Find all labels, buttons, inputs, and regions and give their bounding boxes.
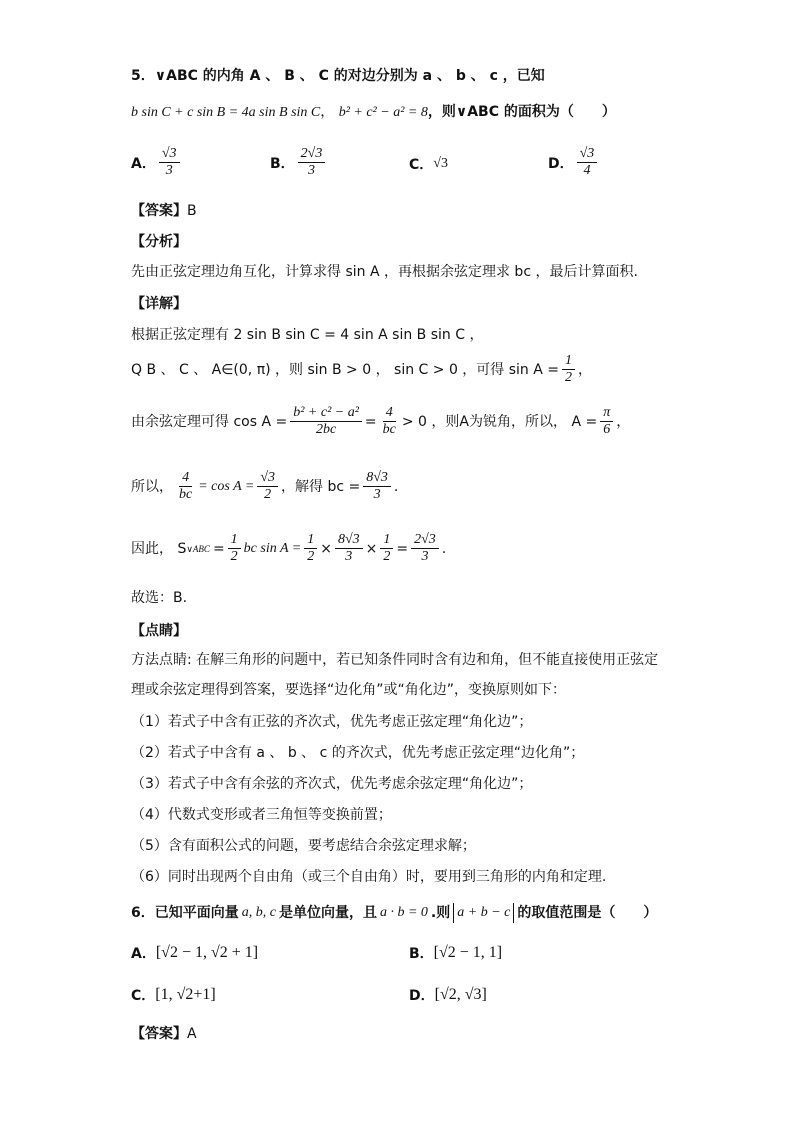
area-fraction-5: $\frac{2√3}{3}$ — [411, 532, 439, 565]
q6-vectors: a, b, c — [241, 905, 276, 920]
detail-line-3: 由余弦定理可得 cos A = $\frac{\text{b² + c² − a²}}{2bc}$ = $\frac{4}{bc}$ > 0 ，则A为锐角，所以， A = $\frac{\pi}{6}$ ， — [131, 405, 631, 437]
q5-option-c-label: C． — [409, 157, 434, 173]
q6-option-a — [131, 943, 258, 963]
detail-line-2: Q B 、 C 、 A∈(0, π) ，则 sin B > 0 ， sin C > 0 ，可得 sin A = $\frac{1}{2}$ ， — [131, 353, 593, 385]
q6-stem: 6． 已知平面向量 a, b, c 是单位向量，且 a · b = 0 .则 a + b − c 的取值范围是（ ） — [131, 905, 658, 921]
answer-value: B — [187, 203, 197, 219]
q5-option-a-label: A． — [131, 155, 156, 172]
four-over-bc-fraction: $\frac{4}{bc}$ — [382, 405, 396, 437]
area-subscript: ∨ABC — [186, 543, 210, 554]
tip-item-6: （6）同时出现两个自由角（或三个自由角）时，要用到三角形的内角和定理. — [131, 869, 607, 885]
analysis-text: 先由正弦定理边角互化，计算求得 sin A ，再根据余弦定理求 bc ，最后计算面积. — [131, 264, 638, 280]
q5-option-a — [131, 146, 183, 179]
q5-option-c — [409, 154, 448, 174]
q6-number: 6． — [131, 905, 155, 921]
q6-option-d-label: D． — [409, 988, 435, 1004]
detail-heading: 【详解】 — [131, 296, 187, 312]
q6-option-c — [131, 985, 216, 1005]
q6-dot-product: a · b = 0 — [379, 905, 428, 920]
tip-item-2: （2）若式子中含有 a 、 b 、 c 的齐次式，优先考虑正弦定理“边化角”； — [131, 745, 585, 761]
q5-option-a-fraction: $\frac{√3}{3}$ — [159, 146, 180, 179]
q5-condition-2: b² + c² − a² = 8 — [338, 105, 428, 120]
tips-heading: 【点睛】 — [131, 623, 187, 639]
analysis-heading: 【分析】 — [131, 234, 187, 250]
answer-label: 【答案】 — [131, 203, 187, 219]
q5-option-b — [270, 146, 328, 179]
q5-answer — [131, 201, 197, 221]
q5-stem-line2: b sin C + c sin B = 4a sin B sin C， b² + c² − a² = 8，则∨ABC 的面积为（ ） — [131, 104, 616, 120]
q6-option-c-value: [1, √2+1] — [155, 986, 216, 1003]
q6-option-d — [409, 985, 487, 1005]
q6-answer-label: 【答案】 — [131, 1026, 187, 1042]
q5-option-c-value: √3 — [433, 156, 448, 171]
q5-stem-line1 — [131, 66, 545, 86]
q5-condition-1: b sin C + c sin B = 4a sin B sin C — [131, 105, 321, 120]
detail-line-4-fraction-2: $\frac{√3}{2}$ — [257, 470, 278, 503]
detail-line-1: 根据正弦定理有 2 sin B sin C = 4 sin A sin B sin C ， — [131, 327, 484, 343]
cosine-rule-fraction: $\frac{\text{b² + c² − a²}}{2bc}$ — [290, 405, 362, 438]
q5-number: 5． — [131, 68, 155, 84]
q6-option-c-label: C． — [131, 988, 156, 1004]
detail-line-4-fraction-3: $\frac{8√3}{3}$ — [363, 470, 391, 503]
q6-option-a-value: [√2 − 1, √2 + 1] — [155, 944, 259, 961]
q6-option-b — [409, 943, 502, 963]
area-fraction-4: $\frac{1}{2}$ — [380, 532, 393, 565]
tips-line-2: 理或余弦定理得到答案，要选择“边化角”或“角化边”，变换原则如下： — [131, 682, 567, 698]
tip-item-4: （4）代数式变形或者三角恒等变换前置； — [131, 807, 392, 823]
detail-line-5: 因此， S ∨ABC = $\frac{1}{2}$ bc sin A = $\frac{1}{2}$ × $\frac{8√3}{3}$ × $\frac{1}{2}$ = $\frac{2√3}{3}$ . — [131, 532, 447, 564]
q5-option-b-fraction: $\frac{2√3}{3}$ — [298, 146, 326, 179]
tip-item-3: （3）若式子中含有余弦的齐次式，优先考虑余弦定理“角化边”； — [131, 776, 533, 792]
pi-over-six-fraction: $\frac{\pi}{6}$ — [600, 405, 613, 438]
area-fraction-2: $\frac{1}{2}$ — [304, 532, 317, 565]
tips-line-1: 方法点睛: 在解三角形的问题中，若已知条件同时含有边和角，但不能直接使用正弦定 — [131, 652, 659, 668]
tip-item-1: （1）若式子中含有正弦的齐次式，优先考虑正弦定理“角化边”； — [131, 714, 533, 730]
q6-answer-value: A — [187, 1026, 197, 1042]
q5-stem-text: ∨ABC 的内角 A 、 B 、 C 的对边分别为 a 、 b 、 c ，已知 — [154, 68, 545, 84]
q6-option-b-label: B． — [409, 946, 434, 962]
area-fraction-3: $\frac{8√3}{3}$ — [335, 532, 363, 565]
q5-option-d-fraction: $\frac{√3}{4}$ — [577, 146, 598, 179]
q6-option-b-value: [√2 − 1, 1] — [433, 944, 503, 961]
q6-answer — [131, 1024, 197, 1044]
q6-option-a-label: A． — [131, 946, 156, 962]
tip-item-5: （5）含有面积公式的问题，要考虑结合余弦定理求解； — [131, 838, 476, 854]
choose-line: 故选：B. — [131, 590, 188, 606]
q5-option-d — [548, 146, 600, 179]
area-fraction-1: $\frac{1}{2}$ — [228, 532, 241, 565]
detail-line-4-fraction-1: $\frac{4}{bc}$ — [179, 470, 193, 502]
detail-line-2-fraction: $\frac{1}{2}$ — [562, 353, 575, 386]
q6-abs-expression: a + b − c — [453, 903, 514, 923]
q5-option-d-label: D． — [548, 155, 574, 172]
q5-option-b-label: B． — [270, 155, 295, 172]
detail-line-4: 所以， $\frac{4}{bc}$ = cos A = $\frac{√3}{2}$ ，解得 bc = $\frac{8√3}{3}$ . — [131, 470, 399, 502]
q6-option-d-value: [√2, √3] — [434, 986, 487, 1003]
q5-stem-tail: ，则∨ABC 的面积为（ ） — [427, 104, 616, 120]
